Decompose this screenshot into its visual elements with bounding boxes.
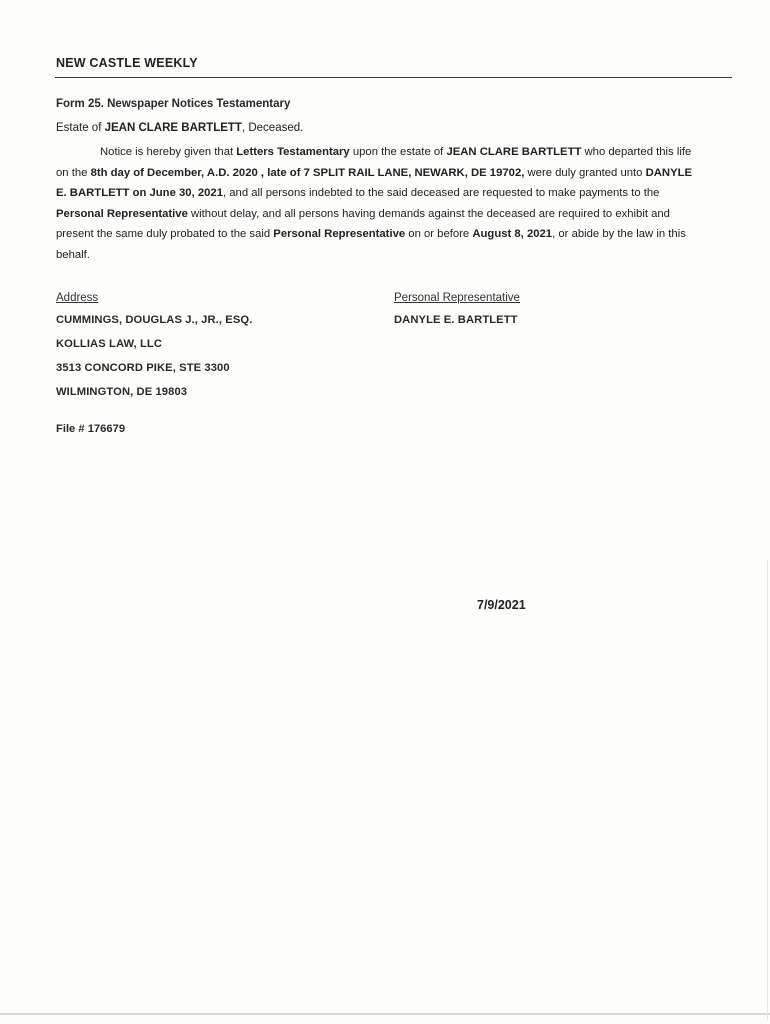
representative-heading: Personal Representative <box>394 292 520 304</box>
notice-text: on or before <box>405 228 473 240</box>
publication-date: 7/9/2021 <box>477 598 526 612</box>
address-line: CUMMINGS, DOUGLAS J., JR., ESQ. <box>56 314 253 326</box>
scan-edge-bottom <box>0 1013 770 1015</box>
address-block <box>56 290 356 408</box>
notice-bold: JEAN CLARE BARTLETT <box>446 146 582 158</box>
notice-bold: August 8, 2021 <box>472 228 553 240</box>
notice-text: Notice is hereby given that <box>100 146 237 158</box>
address-line: 3513 CONCORD PIKE, STE 3300 <box>56 362 230 374</box>
notice-text: upon the estate of <box>349 146 447 158</box>
notice-bold: Personal Representative <box>56 207 188 220</box>
notice-bold: 8th day of December, A.D. 2020 , late of 7 SPLIT RAIL LANE, NEWARK, DE 19702, <box>90 166 525 179</box>
estate-decedent-name: JEAN CLARE BARTLETT <box>104 122 242 134</box>
notice-paragraph <box>56 142 696 265</box>
address-line: WILMINGTON, DE 19803 <box>56 386 188 398</box>
notice-text: without delay, and all persons having demands against the deceased are required to exhibit and present the same duly probated to the said <box>56 207 670 240</box>
header-rule <box>55 77 732 78</box>
address-line: KOLLIAS LAW, LLC <box>56 338 163 350</box>
notice-text: who departed this life on the <box>56 146 692 179</box>
notice-text: were duly granted unto <box>524 166 646 179</box>
notice-bold: Personal Representative <box>273 228 406 240</box>
estate-line <box>56 122 303 134</box>
form-title: Form 25. Newspaper Notices Testamentary <box>56 98 291 110</box>
estate-prefix: Estate of <box>56 122 105 134</box>
representative-block <box>394 290 694 336</box>
notice-bold: DANYLE E. BARTLETT on June 30, 2021 <box>56 166 693 199</box>
scan-edge-right <box>767 560 768 1020</box>
notice-bold: Letters Testamentary <box>236 146 350 158</box>
notice-text: , and all persons indebted to the said deceased are requested to make payments to the <box>222 187 660 199</box>
file-number: File # 176679 <box>56 423 126 435</box>
estate-suffix: , Deceased. <box>241 122 304 134</box>
notice-text: , or abide by the law in this behalf. <box>56 228 686 261</box>
address-heading: Address <box>56 292 99 304</box>
representative-name: DANYLE E. BARTLETT <box>394 314 518 326</box>
newspaper-masthead: NEW CASTLE WEEKLY <box>56 56 198 70</box>
